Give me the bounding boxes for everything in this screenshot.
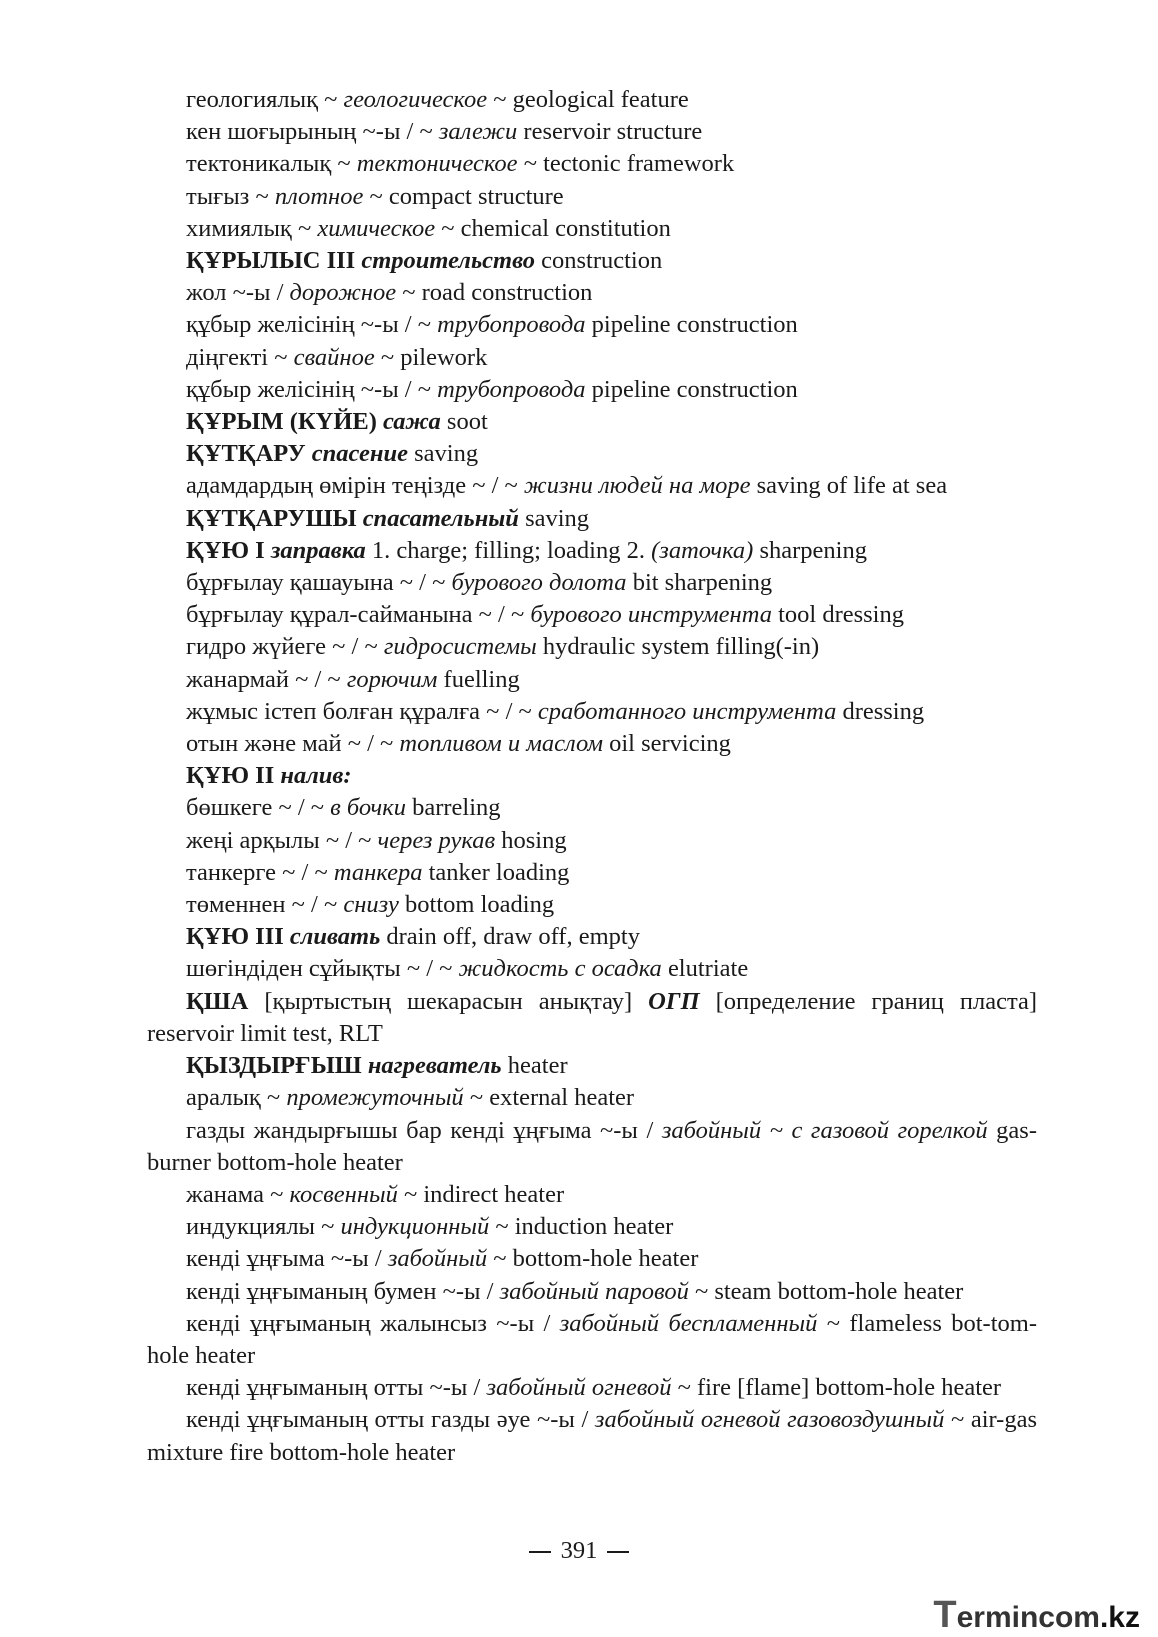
entry-russian: через рукав [377, 826, 496, 854]
dictionary-entry [147, 953, 1037, 985]
entry-text: ~ road construction [396, 279, 593, 307]
dictionary-entry [147, 181, 1037, 213]
dictionary-entry [147, 277, 1037, 309]
entry-russian: сработанного инструмента [537, 697, 837, 725]
entry-text: gas-burner bottom-hole heater [147, 1116, 1037, 1176]
dictionary-entry [147, 1404, 1037, 1468]
entry-text: адамдардың өмірін теңізде ~ / ~ [186, 472, 524, 500]
entry-russian: забойный беспламенный [559, 1309, 818, 1337]
dictionary-entry [147, 116, 1037, 148]
entry-russian: геологическое [343, 86, 488, 113]
entry-text: кенді ұңғыманың бумен ~-ы / [186, 1277, 500, 1305]
entry-headword-russian: сливать [289, 923, 381, 951]
entry-text: construction [534, 247, 663, 275]
dictionary-entry [147, 631, 1037, 663]
entry-headword: ҚҰЮ III [186, 923, 290, 951]
dictionary-entry [147, 470, 1037, 502]
entry-text: діңгекті ~ [186, 343, 294, 371]
entry-text: ~ tectonic framework [517, 150, 735, 178]
logo-name: ermincom [956, 1601, 1100, 1634]
dictionary-entry [147, 986, 1037, 1050]
dictionary-entry [147, 889, 1037, 921]
entry-russian: промежуточный [286, 1084, 464, 1112]
entry-text: saving [518, 504, 590, 532]
dictionary-entries [147, 84, 1037, 1469]
entry-text: бөшкеге ~ / ~ [186, 794, 331, 822]
entry-russian: забойный ~ с газовой горелкой [661, 1116, 988, 1144]
dictionary-entry [147, 1243, 1037, 1275]
entry-russian: жизни людей на море [523, 472, 751, 500]
entry-text: saving [408, 440, 479, 468]
entry-russian: плотное [274, 182, 364, 210]
entry-text: barreling [405, 794, 501, 822]
entry-text: кенді ұңғыманың отты ~-ы / [186, 1374, 487, 1402]
dictionary-entry [147, 567, 1037, 599]
entry-text: saving of life at sea [750, 472, 948, 500]
entry-text: sharpening [753, 536, 867, 564]
entry-text: ~ fire [flame] bottom-hole heater [671, 1374, 1002, 1402]
entry-text: кенді ұңғыма ~-ы / [186, 1245, 388, 1273]
dictionary-entry [147, 438, 1037, 470]
entry-text: ~ chemical constitution [435, 214, 671, 242]
page-number: 391 [560, 1537, 598, 1564]
entry-russian: снизу [343, 891, 399, 919]
entry-text: hosing [495, 826, 567, 854]
entry-russian: трубопровода [437, 311, 586, 339]
entry-headword-russian: заправка [270, 536, 366, 564]
entry-russian: забойный огневой газовоздушный [594, 1406, 945, 1434]
entry-text: soot [440, 408, 488, 436]
entry-text: газды жандырғышы бар кенді ұңғыма ~-ы / [186, 1116, 662, 1144]
entry-russian: гидросистемы [383, 633, 537, 661]
termincom-logo [933, 1594, 1140, 1636]
entry-text: құбыр желісінің ~-ы / ~ [186, 375, 438, 403]
dictionary-entry [147, 309, 1037, 341]
dictionary-entry [147, 599, 1037, 631]
dictionary-entry [147, 374, 1037, 406]
entry-headword: ҚҰРЫМ (КҮЙЕ) [186, 408, 384, 436]
entry-text: ~ steam bottom-hole heater [688, 1277, 964, 1305]
entry-headword: ҚЫЗДЫРҒЫШ [186, 1052, 368, 1080]
entry-russian: топливом и маслом [399, 730, 603, 758]
dictionary-entry [147, 1179, 1037, 1211]
entry-headword-russian: налив: [280, 762, 352, 790]
entry-text: аралық ~ [186, 1084, 287, 1112]
entry-text: hydraulic system filling(-in) [536, 633, 820, 661]
entry-text: жанармай ~ / ~ [186, 665, 347, 693]
entry-text: бұрғылау қашауына ~ / ~ [186, 569, 452, 597]
dictionary-entry [147, 1372, 1037, 1404]
dictionary-entry [147, 503, 1037, 535]
dictionary-entry [147, 921, 1037, 953]
entry-text: кенді ұңғыманың жалынсыз ~-ы / [186, 1309, 560, 1337]
entry-headword-russian: строительство [361, 247, 535, 275]
entry-russian: дорожное [289, 279, 397, 307]
entry-text: oil servicing [602, 730, 731, 758]
entry-text: жол ~-ы / [186, 279, 290, 307]
dictionary-entry [147, 342, 1037, 374]
entry-russian: жидкость с осадка [458, 955, 662, 983]
entry-text: химиялық ~ [186, 214, 318, 242]
dictionary-entry [147, 696, 1037, 728]
dictionary-entry [147, 728, 1037, 760]
entry-headword: ҚҰРЫЛЫС III [186, 247, 362, 275]
entry-text: drain off, draw off, empty [380, 923, 640, 951]
dictionary-entry [147, 1211, 1037, 1243]
entry-text: геологиялық ~ [186, 86, 344, 113]
dictionary-entry [147, 1308, 1037, 1372]
entry-headword-russian: спасательный [362, 504, 519, 532]
entry-russian: танкера [333, 858, 423, 886]
entry-text: тектоникалық ~ [186, 150, 357, 178]
dictionary-entry [147, 1115, 1037, 1179]
entry-text: ~ indirect heater [397, 1180, 565, 1208]
entry-headword: ҚҰЮ I [186, 536, 271, 564]
entry-text: [определение границ пласта] reservoir limit test, RLT [147, 987, 1037, 1047]
entry-text: tool dressing [771, 601, 904, 629]
entry-text: bottom loading [398, 891, 555, 919]
entry-text: отын және май ~ / ~ [186, 730, 400, 758]
entry-russian: косвенный [289, 1180, 398, 1208]
entry-text: ~ induction heater [489, 1213, 674, 1241]
dictionary-entry [147, 792, 1037, 824]
dictionary-entry [147, 1276, 1037, 1308]
entry-text: heater [501, 1052, 568, 1080]
entry-text: elutriate [661, 955, 749, 983]
entry-russian: бурового инструмента [530, 601, 772, 629]
entry-headword-russian: ОГП [648, 987, 700, 1015]
entry-headword: ҚҰЮ II [186, 762, 281, 790]
entry-russian: (заточка) [651, 536, 754, 564]
entry-headword: ҚША [186, 987, 249, 1015]
entry-text: жеңі арқылы ~ / ~ [186, 826, 378, 854]
dictionary-entry [147, 213, 1037, 245]
entry-russian: забойный паровой [499, 1277, 689, 1305]
entry-text: ~ pilework [374, 343, 488, 371]
entry-text: pipeline construction [585, 311, 798, 339]
entry-russian: залежи [438, 118, 518, 146]
entry-text: [қыртыстың шекарасын анықтау] [248, 987, 649, 1015]
entry-russian: горючим [346, 665, 438, 693]
dictionary-entry [147, 825, 1037, 857]
entry-russian: трубопровода [437, 375, 586, 403]
right-dash [607, 1551, 629, 1553]
entry-headword-russian: нагреватель [367, 1052, 502, 1080]
left-dash [529, 1551, 551, 1553]
entry-text: reservoir structure [517, 118, 703, 146]
entry-headword-russian: сажа [383, 408, 441, 436]
entry-russian: свайное [293, 343, 375, 371]
entry-text: ~ flameless bot-tom-hole heater [147, 1309, 1037, 1369]
entry-text: жұмыс істеп болған құралға ~ / ~ [186, 697, 538, 725]
entry-text: төменнен ~ / ~ [186, 891, 344, 919]
entry-russian: бурового долота [451, 569, 627, 597]
entry-text: шөгіндіден сұйықты ~ / ~ [186, 955, 459, 983]
dictionary-entry [147, 1082, 1037, 1114]
entry-text: ~ external heater [463, 1084, 635, 1112]
entry-russian: в бочки [330, 794, 406, 822]
dictionary-entry [147, 406, 1037, 438]
entry-text: dressing [836, 697, 925, 725]
logo-tld: .kz [1099, 1601, 1140, 1634]
entry-text: жанама ~ [186, 1180, 290, 1208]
entry-text: ~ bottom-hole heater [487, 1245, 699, 1273]
entry-russian: забойный [387, 1245, 488, 1273]
entry-text: pipeline construction [585, 375, 798, 403]
entry-text: bit sharpening [626, 569, 773, 597]
entry-text: кенді ұңғыманың отты газды әуе ~-ы / [186, 1406, 595, 1434]
entry-text: ~ air-gas mixture fire bottom-hole heater [147, 1406, 1037, 1466]
entry-russian: индукционный [340, 1213, 490, 1241]
entry-text: құбыр желісінің ~-ы / ~ [186, 311, 438, 339]
entry-text: танкерге ~ / ~ [186, 858, 334, 886]
entry-text: tanker loading [422, 858, 570, 886]
dictionary-entry [147, 664, 1037, 696]
entry-text: ~ geological feature [487, 86, 689, 113]
entry-headword: ҚҰТҚАРУШЫ [186, 504, 363, 532]
entry-text: гидро жүйеге ~ / ~ [186, 633, 384, 661]
dictionary-entry [147, 857, 1037, 889]
entry-headword: ҚҰТҚАРУ [186, 440, 312, 468]
entry-text: индукциялы ~ [186, 1213, 341, 1241]
dictionary-entry [147, 84, 1037, 116]
entry-russian: забойный огневой [486, 1374, 672, 1402]
entry-text: 1. charge; filling; loading 2. [365, 536, 652, 564]
page-number-line [0, 1537, 1158, 1565]
entry-text: тығыз ~ [186, 182, 275, 210]
dictionary-entry [147, 535, 1037, 567]
dictionary-entry [147, 760, 1037, 792]
entry-russian: химическое [317, 214, 436, 242]
entry-text: кен шоғырының ~-ы / ~ [186, 118, 439, 146]
entry-text: бұрғылау құрал-сайманына ~ / ~ [186, 601, 531, 629]
entry-text: ~ compact structure [363, 182, 564, 210]
entry-text: fuelling [437, 665, 520, 693]
dictionary-entry [147, 1050, 1037, 1082]
entry-russian: тектоническое [356, 150, 518, 178]
logo-first-letter: T [933, 1594, 957, 1636]
dictionary-entry [147, 245, 1037, 277]
entry-headword-russian: спасение [311, 440, 408, 468]
dictionary-entry [147, 148, 1037, 180]
